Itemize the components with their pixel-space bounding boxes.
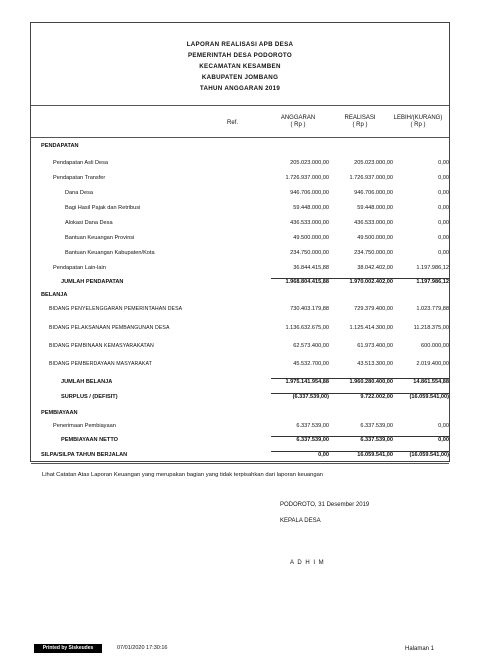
col-anggaran-label: ANGGARAN (280, 115, 316, 121)
total-rule (387, 278, 449, 279)
anggaran-value: 234.750.000,00 (290, 250, 329, 256)
realisasi-value: 9.722.002,00 (360, 394, 393, 400)
total-rule (271, 451, 333, 452)
selisih-value: (16.059.541,00) (409, 394, 449, 400)
row-label: Pendapatan Transfer (53, 175, 106, 181)
table-row (31, 341, 449, 352)
col-anggaran (263, 115, 333, 129)
row-label: JUMLAH BELANJA (61, 379, 113, 385)
col-anggaran-unit: ( Rp ) (290, 122, 306, 128)
footnote: Lihat Catatan Atas Laporan Keuangan yang merupakan bagian yang tidak terpisahkan dari laporan keuangan (42, 472, 324, 478)
selisih-value: 1.197.986,12 (416, 265, 449, 271)
printed-by-badge: Printed by Siskeudes (34, 644, 102, 653)
row-label: BELANJA (41, 292, 68, 298)
total-rule (387, 451, 449, 452)
selisih-value: 600.000,00 (421, 343, 449, 349)
row-label: Bagi Hasil Pajak dan Retribusi (65, 205, 141, 211)
row-label: Alokasi Dana Desa (65, 220, 113, 226)
row-label: JUMLAH PENDAPATAN (61, 279, 124, 285)
anggaran-value: 0,00 (318, 452, 329, 458)
col-selisih-unit: ( Rp ) (410, 122, 426, 128)
row-label: Pendapatan Lain-lain (53, 265, 106, 271)
realisasi-value: 946.706.000,00 (354, 190, 393, 196)
total-rule (331, 393, 393, 394)
row-label: SILPA/SILPA TAHUN BERJALAN (41, 452, 128, 458)
table-row (31, 263, 449, 274)
table-row (31, 218, 449, 229)
realisasi-value: 1.970.002.402,00 (349, 279, 393, 285)
table-bottom (31, 463, 449, 464)
report-district: KECAMATAN KESAMBEN (199, 63, 281, 70)
selisih-value: (16.059.541,00) (409, 452, 449, 458)
row-label: BIDANG PELAKSANAAN PEMBANGUNAN DESA (49, 325, 170, 331)
selisih-value: 0,00 (438, 190, 449, 196)
header-divider (31, 105, 449, 106)
table-row (31, 141, 449, 152)
row-label: Penerimaan Pembiayaan (53, 423, 116, 429)
table-row (31, 304, 449, 315)
realisasi-value: 38.042.402,00 (357, 265, 393, 271)
anggaran-value: 6.337.539,00 (296, 423, 329, 429)
selisih-value: 11.218.375,00 (413, 325, 449, 331)
row-label: BIDANG PENYELENGGARAN PEMERINTAHAN DESA (49, 306, 183, 312)
anggaran-value: (6.337.539,00) (292, 394, 329, 400)
col-realisasi-label: REALISASI (344, 115, 376, 121)
total-rule (331, 436, 393, 437)
selisih-value: 1.023.779,88 (416, 306, 449, 312)
realisasi-value: 6.337.539,00 (360, 437, 393, 443)
report-frame (30, 22, 450, 462)
total-rule (387, 393, 449, 394)
signature-position: KEPALA DESA (280, 518, 321, 524)
anggaran-value: 1.136.632.675,00 (285, 325, 329, 331)
row-label: PEMBIAYAAN NETTO (61, 437, 118, 443)
report-title: LAPORAN REALISASI APB DESA (186, 41, 294, 48)
total-rule (331, 278, 393, 279)
selisih-value: 0,00 (438, 160, 449, 166)
selisih-value: 1.197.986,12 (416, 279, 449, 285)
table-row (31, 421, 449, 432)
total-rule (271, 278, 333, 279)
columns-divider (31, 137, 449, 138)
total-rule (331, 378, 393, 379)
print-timestamp: 07/01/2020 17:30:16 (117, 645, 168, 651)
col-realisasi-unit: ( Rp ) (352, 122, 368, 128)
realisasi-value: 16.059.541,00 (357, 452, 393, 458)
signature-place-date: PODOROTO, 31 Desember 2019 (280, 502, 370, 508)
col-selisih (383, 115, 453, 129)
table-row (31, 158, 449, 169)
anggaran-value: 436.533.000,00 (290, 220, 329, 226)
report-regency: KABUPATEN JOMBANG (201, 74, 279, 81)
row-label: SURPLUS / (DEFISIT) (61, 394, 118, 400)
table-row (31, 359, 449, 370)
row-label: BIDANG PEMBINAAN KEMASYARAKATAN (49, 343, 154, 349)
row-label: Dana Desa (65, 190, 93, 196)
selisih-value: 14.861.554,88 (413, 379, 449, 385)
realisasi-value: 205.023.000,00 (354, 160, 393, 166)
realisasi-value: 436.533.000,00 (354, 220, 393, 226)
row-label: Bantuan Keuangan Provinsi (65, 235, 135, 241)
total-rule (387, 378, 449, 379)
table-row (31, 248, 449, 259)
anggaran-value: 6.337.539,00 (296, 437, 329, 443)
realisasi-value: 234.750.000,00 (354, 250, 393, 256)
row-label: Pendapatan Asli Desa (53, 160, 109, 166)
total-rule (387, 436, 449, 437)
table-row (31, 290, 449, 301)
row-label: PEMBIAYAAN (41, 410, 78, 416)
report-village: PEMERINTAH DESA PODOROTO (187, 52, 293, 59)
anggaran-value: 49.500.000,00 (293, 235, 329, 241)
realisasi-value: 61.973.400,00 (357, 343, 393, 349)
anggaran-value: 45.532.700,00 (293, 361, 329, 367)
anggaran-value: 59.448.000,00 (293, 205, 329, 211)
page-number: Halaman 1 (405, 646, 435, 652)
anggaran-value: 1.975.141.954,88 (285, 379, 329, 385)
table-row (31, 188, 449, 199)
signature-name: A D H I M (290, 560, 325, 566)
anggaran-value: 62.573.400,00 (293, 343, 329, 349)
anggaran-value: 1.726.937.000,00 (285, 175, 329, 181)
realisasi-value: 43.513.300,00 (357, 361, 393, 367)
total-rule (271, 436, 333, 437)
row-label: PENDAPATAN (41, 143, 79, 149)
anggaran-value: 730.403.179,88 (290, 306, 329, 312)
table-row (31, 203, 449, 214)
realisasi-value: 1.125.414.300,00 (349, 325, 393, 331)
anggaran-value: 1.968.804.415,88 (285, 279, 329, 285)
col-selisih-label: LEBIH/(KURANG) (393, 115, 443, 121)
selisih-value: 0,00 (438, 250, 449, 256)
realisasi-value: 6.337.539,00 (360, 423, 393, 429)
row-label: Bantuan Keuangan Kabupaten/Kota (65, 250, 155, 256)
table-row (31, 173, 449, 184)
total-rule (271, 393, 333, 394)
selisih-value: 0,00 (438, 175, 449, 181)
selisih-value: 2.019.400,00 (416, 361, 449, 367)
anggaran-value: 205.023.000,00 (290, 160, 329, 166)
total-rule (331, 451, 393, 452)
table-row (31, 323, 449, 334)
anggaran-value: 946.706.000,00 (290, 190, 329, 196)
row-label: BIDANG PEMBERDAYAAN MASYARAKAT (49, 361, 152, 367)
realisasi-value: 1.960.280.400,00 (349, 379, 393, 385)
anggaran-value: 36.844.415,88 (293, 265, 329, 271)
table-row (31, 408, 449, 419)
selisih-value: 0,00 (438, 437, 449, 443)
realisasi-value: 1.726.937.000,00 (349, 175, 393, 181)
realisasi-value: 59.448.000,00 (357, 205, 393, 211)
report-year: TAHUN ANGGARAN 2019 (199, 85, 281, 92)
selisih-value: 0,00 (438, 235, 449, 241)
table-row (31, 233, 449, 244)
col-ref: Ref. (227, 120, 239, 126)
total-rule (271, 378, 333, 379)
selisih-value: 0,00 (438, 205, 449, 211)
realisasi-value: 49.500.000,00 (357, 235, 393, 241)
selisih-value: 0,00 (438, 220, 449, 226)
selisih-value: 0,00 (438, 423, 449, 429)
realisasi-value: 729.379.400,00 (354, 306, 393, 312)
